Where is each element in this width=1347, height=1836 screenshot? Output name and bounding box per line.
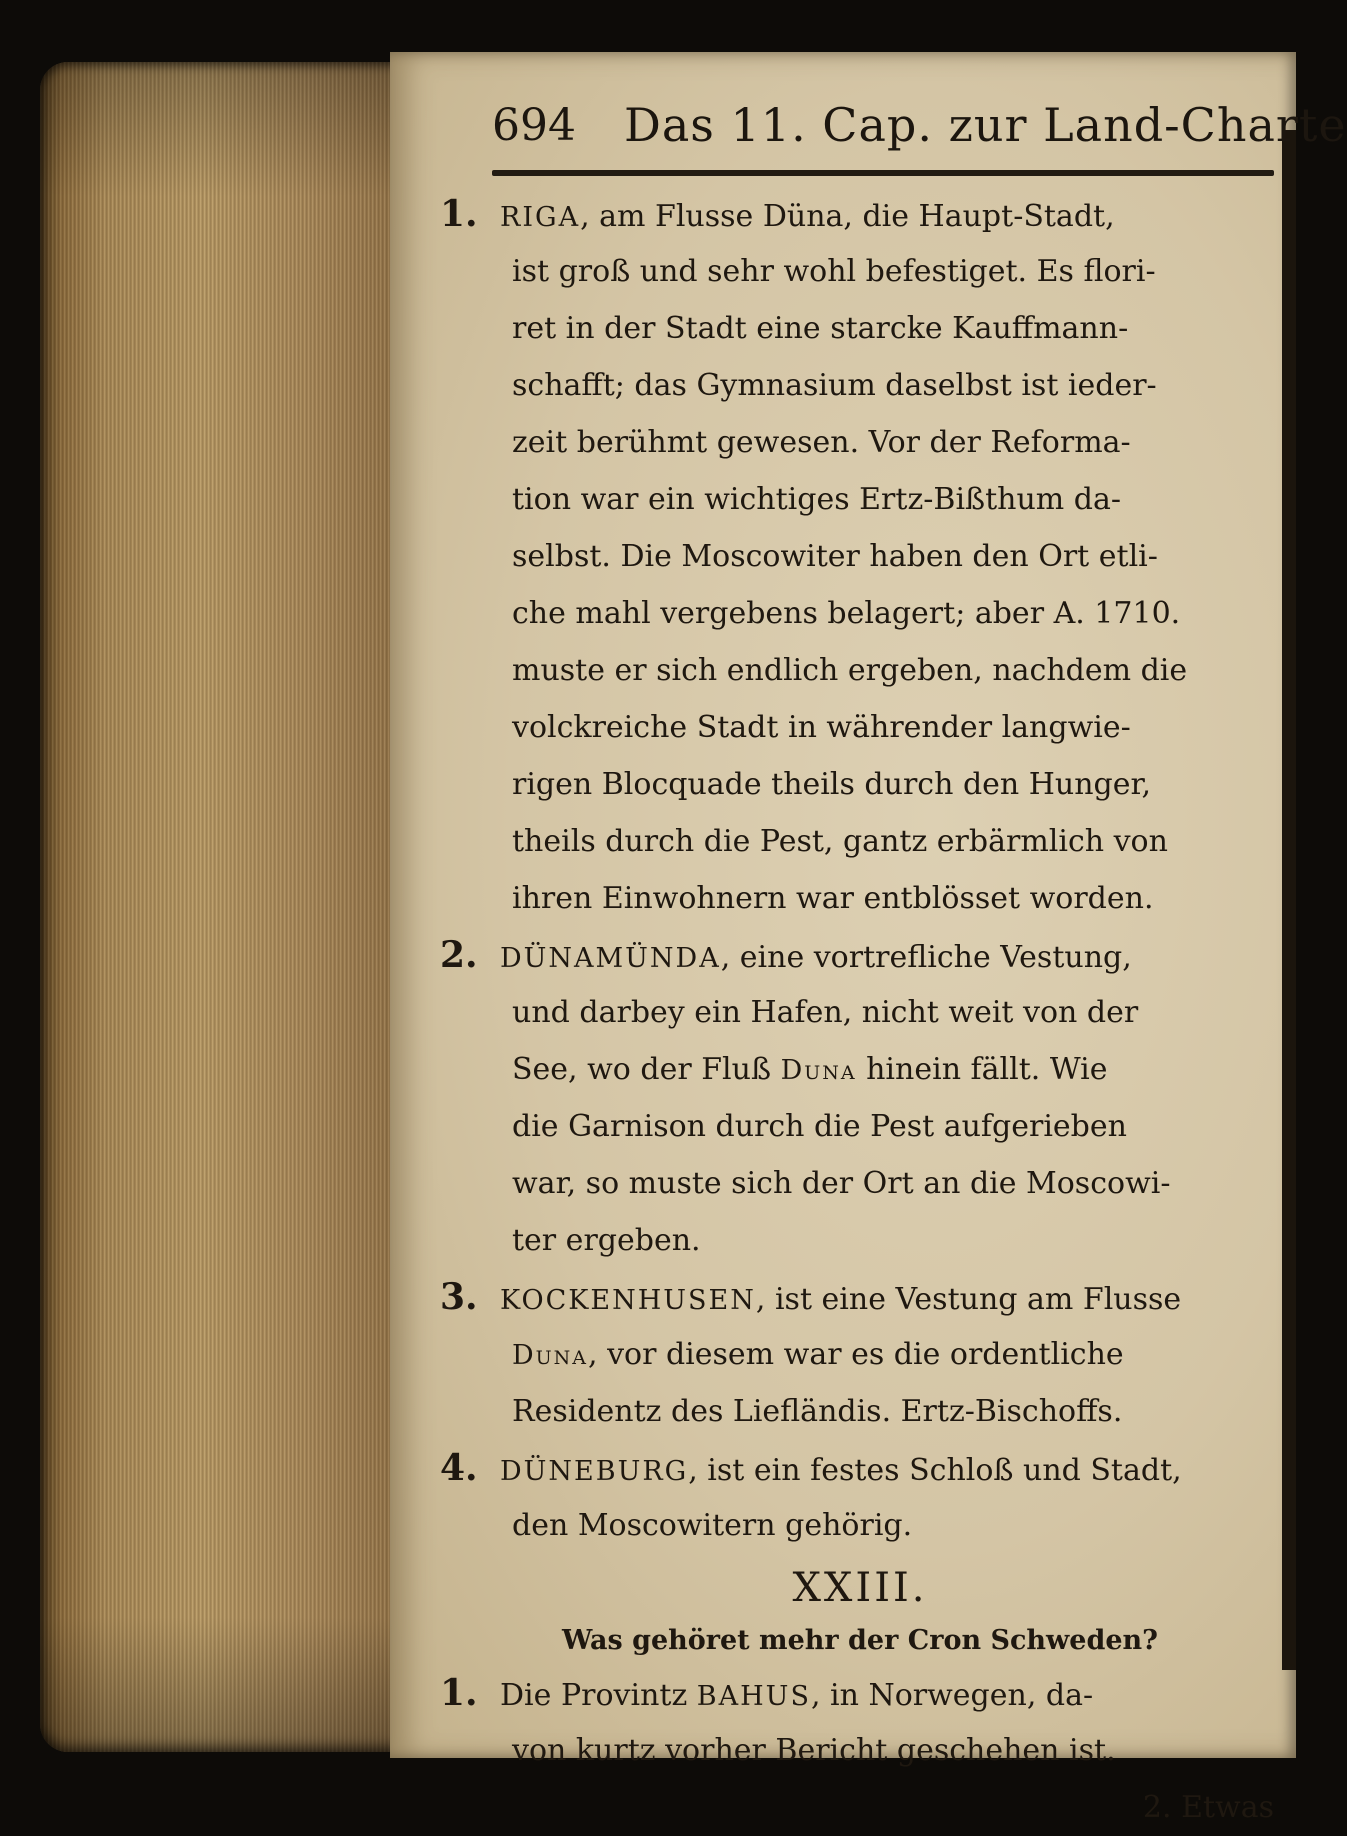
text-run: schafft; das Gymnasium daselbst ist ieder- <box>512 368 1157 403</box>
text-run: rigen Blocquade theils durch den Hunger, <box>512 767 1152 802</box>
place-name: DÜNEBURG <box>500 1456 689 1487</box>
text-line <box>440 699 1280 756</box>
text-run: , vor diesem war es die ordentliche <box>588 1337 1124 1372</box>
text-run: che mahl vergebens belagert; aber A. 1710. <box>512 596 1181 631</box>
text-line <box>440 1326 1280 1383</box>
text-line <box>440 1212 1280 1269</box>
text-line <box>440 813 1280 870</box>
text-line <box>440 471 1280 528</box>
text-run: , am Flusse Düna, die Haupt-Stadt, <box>580 199 1115 234</box>
text-run: ihren Einwohnern war entblösset worden. <box>512 881 1154 916</box>
text-line <box>440 1383 1280 1440</box>
text-run: hinein fällt. Wie <box>856 1052 1108 1087</box>
body-text <box>440 186 1280 1836</box>
place-name: RIGA <box>500 202 581 233</box>
text-line <box>440 984 1280 1041</box>
chapter-question: Was gehöret mehr der Cron Schweden? <box>562 1625 1158 1656</box>
text-run: selbst. Die Moscowiter haben den Ort etli- <box>512 539 1158 574</box>
text-line <box>440 756 1280 813</box>
text-run: Residentz des Liefländis. Ertz-Bischoffs. <box>512 1394 1123 1429</box>
text-line <box>440 1665 1280 1722</box>
entries-list-2 <box>440 1665 1280 1779</box>
entry-number: 1. <box>440 1672 478 1714</box>
chapter-numeral: XXIII. <box>792 1565 928 1611</box>
place-name: Duna <box>780 1055 857 1086</box>
running-head: Das 11. Cap. zur Land-Charte <box>624 98 1347 152</box>
page-header <box>492 92 1347 162</box>
book-page <box>390 52 1347 1825</box>
text-line <box>440 1722 1280 1779</box>
text-run: zeit berühmt gewesen. Vor der Reforma- <box>512 425 1131 460</box>
place-name: KOCKENHUSEN <box>500 1285 756 1316</box>
text-line <box>440 1155 1280 1212</box>
header-rule <box>492 170 1274 176</box>
text-line <box>440 414 1280 471</box>
text-line <box>440 1440 1280 1497</box>
text-line <box>440 186 1280 243</box>
text-run: ret in der Stadt eine starcke Kauffmann- <box>512 311 1129 346</box>
text-line <box>440 243 1280 300</box>
place-name: DÜNAMÜNDA <box>500 943 721 974</box>
text-line <box>440 585 1280 642</box>
text-run: , eine vortrefliche Vestung, <box>720 940 1132 975</box>
text-run: von kurtz vorher Bericht geschehen ist. <box>512 1733 1116 1768</box>
text-line <box>440 927 1280 984</box>
text-run: ter ergeben. <box>512 1223 701 1258</box>
text-run: , ist ein festes Schloß und Stadt, <box>688 1453 1182 1488</box>
entry-number: 2. <box>440 934 478 976</box>
entry-number: 1. <box>440 193 478 235</box>
text-run: ist groß und sehr wohl befestiget. Es flori- <box>512 254 1156 289</box>
text-run: tion war ein wichtiges Ertz-Bißthum da- <box>512 482 1121 517</box>
text-run: den Moscowitern gehörig. <box>512 1508 913 1543</box>
text-line <box>440 357 1280 414</box>
text-line <box>440 1041 1280 1098</box>
text-run: die Garnison durch die Pest aufgerieben <box>512 1109 1127 1144</box>
text-run: Die Provintz <box>500 1678 697 1713</box>
entry-number: 3. <box>440 1276 478 1318</box>
page-block-edge <box>40 62 400 1752</box>
text-line <box>440 1098 1280 1155</box>
text-line <box>440 1497 1280 1554</box>
entries-list <box>440 186 1280 1554</box>
text-run: war, so muste sich der Ort an die Moscowi- <box>512 1166 1171 1201</box>
text-line <box>440 642 1280 699</box>
text-line <box>440 528 1280 585</box>
text-run: , in Norwegen, da- <box>810 1678 1094 1713</box>
text-run: , ist eine Vestung am Flusse <box>755 1282 1182 1317</box>
text-run: theils durch die Pest, gantz erbärmlich von <box>512 824 1168 859</box>
text-run: See, wo der Fluß <box>512 1052 781 1087</box>
text-run: muste er sich endlich ergeben, nachdem die <box>512 653 1188 688</box>
binding-shadow <box>1282 130 1296 1670</box>
text-run: und darbey ein Hafen, nicht weit von der <box>512 995 1139 1030</box>
place-name: BAHUS <box>696 1681 811 1712</box>
text-line <box>440 1269 1280 1326</box>
text-line <box>440 870 1280 927</box>
text-line <box>440 300 1280 357</box>
text-run: volckreiche Stadt in währender langwie- <box>512 710 1131 745</box>
page-number: 694 <box>492 100 576 151</box>
entry-number: 4. <box>440 1447 478 1489</box>
place-name: Duna <box>512 1340 589 1371</box>
catchword: 2. Etwas <box>1142 1790 1274 1825</box>
